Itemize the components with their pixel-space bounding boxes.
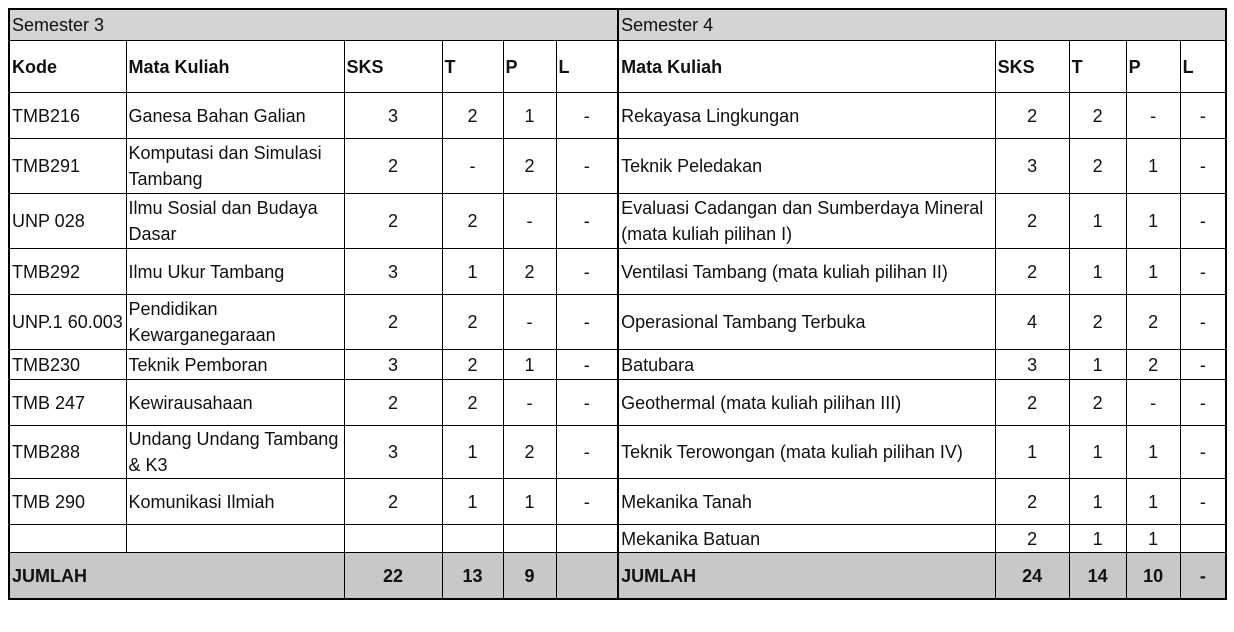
mata-kuliah-4-cell: Geothermal (mata kuliah pilihan III) (618, 380, 995, 426)
header-l-3: L (556, 41, 618, 93)
p-3-cell: - (503, 295, 556, 350)
kode-cell: TMB216 (9, 93, 126, 139)
sks-3-cell: 3 (344, 426, 442, 479)
p-4-cell: 2 (1126, 295, 1180, 350)
l-3-cell: - (556, 479, 618, 525)
t-3-cell: 2 (442, 295, 503, 350)
l-4-cell: - (1180, 426, 1226, 479)
l-4-cell: - (1180, 194, 1226, 249)
total-4-label: JUMLAH (618, 553, 995, 600)
kode-cell: TMB288 (9, 426, 126, 479)
mata-kuliah-4-cell: Rekayasa Lingkungan (618, 93, 995, 139)
header-t-4: T (1069, 41, 1126, 93)
total-4-sks: 24 (995, 553, 1069, 600)
t-4-cell: 1 (1069, 249, 1126, 295)
table-row (9, 194, 1226, 249)
t-3-cell: 1 (442, 479, 503, 525)
total-row (9, 553, 1226, 600)
total-3-t: 13 (442, 553, 503, 600)
sks-3-cell: 2 (344, 295, 442, 350)
p-3-cell: - (503, 194, 556, 249)
semester-3-title: Semester 3 (9, 9, 618, 41)
l-4-cell (1180, 525, 1226, 553)
t-3-cell: 2 (442, 380, 503, 426)
t-3-cell: - (442, 139, 503, 194)
total-4-p: 10 (1126, 553, 1180, 600)
l-3-cell: - (556, 249, 618, 295)
sks-3-cell: 3 (344, 93, 442, 139)
p-3-cell: - (503, 380, 556, 426)
total-4-l: - (1180, 553, 1226, 600)
kode-cell: UNP.1 60.003 (9, 295, 126, 350)
sks-3-cell: 2 (344, 139, 442, 194)
p-3-cell: 2 (503, 139, 556, 194)
mata-kuliah-4-cell: Ventilasi Tambang (mata kuliah pilihan II) (618, 249, 995, 295)
l-4-cell: - (1180, 249, 1226, 295)
kode-cell: UNP 028 (9, 194, 126, 249)
sks-4-cell: 3 (995, 139, 1069, 194)
p-4-cell: 2 (1126, 350, 1180, 380)
table-row (9, 350, 1226, 380)
l-3-cell: - (556, 380, 618, 426)
t-4-cell: 1 (1069, 525, 1126, 553)
header-mata-kuliah-3: Mata Kuliah (126, 41, 344, 93)
t-4-cell: 2 (1069, 295, 1126, 350)
p-4-cell: 1 (1126, 525, 1180, 553)
l-3-cell (556, 525, 618, 553)
t-3-cell (442, 525, 503, 553)
column-header-row (9, 41, 1226, 93)
l-4-cell: - (1180, 295, 1226, 350)
header-mata-kuliah-4: Mata Kuliah (618, 41, 995, 93)
p-4-cell: 1 (1126, 249, 1180, 295)
t-4-cell: 2 (1069, 139, 1126, 194)
p-4-cell: 1 (1126, 426, 1180, 479)
t-4-cell: 1 (1069, 479, 1126, 525)
header-p-4: P (1126, 41, 1180, 93)
l-3-cell: - (556, 295, 618, 350)
kode-cell: TMB 290 (9, 479, 126, 525)
kode-cell: TMB 247 (9, 380, 126, 426)
mata-kuliah-3-cell: Teknik Pemboran (126, 350, 344, 380)
l-3-cell: - (556, 350, 618, 380)
sks-4-cell: 1 (995, 426, 1069, 479)
mata-kuliah-3-cell: Pendidikan Kewarganegaraan (126, 295, 344, 350)
mata-kuliah-3-cell: Ganesa Bahan Galian (126, 93, 344, 139)
mata-kuliah-4-cell: Evaluasi Cadangan dan Sumberdaya Mineral (mata kuliah pilihan I) (618, 194, 995, 249)
l-4-cell: - (1180, 380, 1226, 426)
kode-cell: TMB230 (9, 350, 126, 380)
table-row (9, 249, 1226, 295)
t-3-cell: 2 (442, 350, 503, 380)
l-3-cell: - (556, 194, 618, 249)
p-3-cell: 1 (503, 350, 556, 380)
t-3-cell: 1 (442, 426, 503, 479)
mata-kuliah-3-cell: Undang Undang Tambang & K3 (126, 426, 344, 479)
table-row (9, 93, 1226, 139)
header-sks-3: SKS (344, 41, 442, 93)
header-kode: Kode (9, 41, 126, 93)
total-3-p: 9 (503, 553, 556, 600)
p-3-cell: 1 (503, 479, 556, 525)
t-4-cell: 1 (1069, 426, 1126, 479)
kode-cell: TMB292 (9, 249, 126, 295)
curriculum-table-container (8, 8, 1225, 623)
table-row (9, 426, 1226, 479)
sks-4-cell: 2 (995, 525, 1069, 553)
table-row (9, 479, 1226, 525)
l-3-cell: - (556, 139, 618, 194)
t-4-cell: 2 (1069, 380, 1126, 426)
sks-3-cell: 2 (344, 194, 442, 249)
header-p-3: P (503, 41, 556, 93)
total-4-t: 14 (1069, 553, 1126, 600)
l-4-cell: - (1180, 479, 1226, 525)
kode-cell: TMB291 (9, 139, 126, 194)
p-4-cell: - (1126, 380, 1180, 426)
sks-4-cell: 2 (995, 380, 1069, 426)
sks-3-cell: 3 (344, 249, 442, 295)
t-4-cell: 1 (1069, 194, 1126, 249)
sks-4-cell: 2 (995, 194, 1069, 249)
l-4-cell: - (1180, 139, 1226, 194)
kode-cell (9, 525, 126, 553)
l-4-cell: - (1180, 350, 1226, 380)
mata-kuliah-3-cell: Ilmu Ukur Tambang (126, 249, 344, 295)
mata-kuliah-4-cell: Teknik Peledakan (618, 139, 995, 194)
t-4-cell: 1 (1069, 350, 1126, 380)
l-3-cell: - (556, 93, 618, 139)
p-3-cell: 2 (503, 249, 556, 295)
mata-kuliah-3-cell: Kewirausahaan (126, 380, 344, 426)
t-3-cell: 1 (442, 249, 503, 295)
p-3-cell (503, 525, 556, 553)
p-4-cell: - (1126, 93, 1180, 139)
sks-3-cell: 2 (344, 380, 442, 426)
p-4-cell: 1 (1126, 194, 1180, 249)
t-3-cell: 2 (442, 194, 503, 249)
mata-kuliah-4-cell: Batubara (618, 350, 995, 380)
header-t-3: T (442, 41, 503, 93)
sks-4-cell: 3 (995, 350, 1069, 380)
header-l-4: L (1180, 41, 1226, 93)
table-row (9, 139, 1226, 194)
sks-4-cell: 4 (995, 295, 1069, 350)
sks-3-cell (344, 525, 442, 553)
table-row (9, 295, 1226, 350)
l-4-cell: - (1180, 93, 1226, 139)
mata-kuliah-4-cell: Operasional Tambang Terbuka (618, 295, 995, 350)
header-sks-4: SKS (995, 41, 1069, 93)
t-3-cell: 2 (442, 93, 503, 139)
sks-4-cell: 2 (995, 249, 1069, 295)
t-4-cell: 2 (1069, 93, 1126, 139)
p-3-cell: 1 (503, 93, 556, 139)
sks-3-cell: 3 (344, 350, 442, 380)
total-3-label: JUMLAH (9, 553, 344, 600)
sks-3-cell: 2 (344, 479, 442, 525)
mata-kuliah-4-cell: Mekanika Tanah (618, 479, 995, 525)
table-row (9, 380, 1226, 426)
l-3-cell: - (556, 426, 618, 479)
sks-4-cell: 2 (995, 479, 1069, 525)
mata-kuliah-3-cell (126, 525, 344, 553)
sks-4-cell: 2 (995, 93, 1069, 139)
mata-kuliah-3-cell: Ilmu Sosial dan Budaya Dasar (126, 194, 344, 249)
semester-4-title: Semester 4 (618, 9, 1226, 41)
mata-kuliah-4-cell: Mekanika Batuan (618, 525, 995, 553)
curriculum-table (8, 8, 1227, 600)
total-3-l (556, 553, 618, 600)
p-4-cell: 1 (1126, 139, 1180, 194)
mata-kuliah-3-cell: Komunikasi Ilmiah (126, 479, 344, 525)
mata-kuliah-3-cell: Komputasi dan Simulasi Tambang (126, 139, 344, 194)
p-3-cell: 2 (503, 426, 556, 479)
p-4-cell: 1 (1126, 479, 1180, 525)
table-row (9, 525, 1226, 553)
mata-kuliah-4-cell: Teknik Terowongan (mata kuliah pilihan IV) (618, 426, 995, 479)
total-3-sks: 22 (344, 553, 442, 600)
semester-header-row (9, 9, 1226, 41)
